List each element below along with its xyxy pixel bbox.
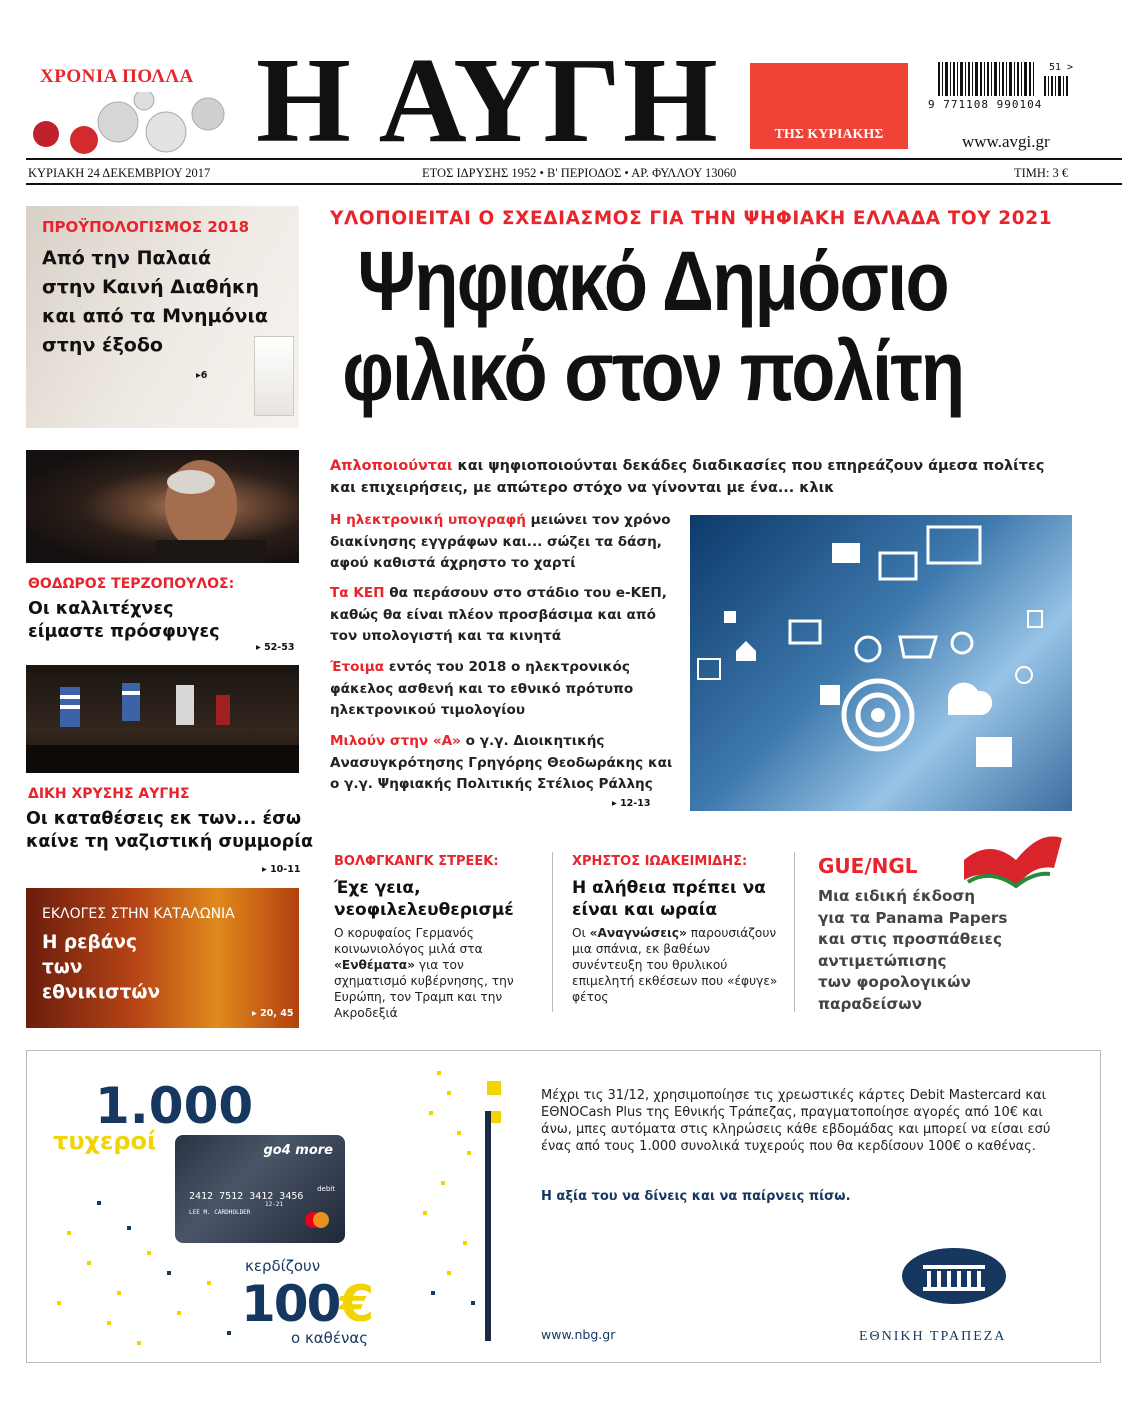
issue-info: ΕΤΟΣ ΙΔΡΥΣΗΣ 1952 • Β' ΠΕΡΙΟΔΟΣ • ΑΡ. ΦΥΛΛΟΥ 13060 xyxy=(422,166,737,180)
addon-barcode-icon xyxy=(1044,76,1068,96)
website-link[interactable]: www.avgi.gr xyxy=(962,132,1050,151)
ioakeimidis-body-text: Οι xyxy=(572,926,590,940)
gue-heading: GUE/NGL xyxy=(818,854,918,878)
streeck-kicker: ΒΟΛΦΓΚΑΝΓΚ ΣΤΡΕΕΚ: xyxy=(334,854,499,869)
lead-text: και ψηφιοποιούνται δεκάδες διαδικασίες που επηρεάζουν άμεσα πολίτες και επιχειρήσεις, με απώτερο στόχο να γίνονται με ένα... κλικ xyxy=(330,458,1045,496)
gue-flag-logo-icon xyxy=(960,830,1064,896)
flags-crowd-icon xyxy=(26,665,299,773)
golden-dawn-kicker: ΔΙΚΗ ΧΡΥΣΗΣ ΑΥΓΗΣ xyxy=(28,786,190,802)
lead-highlight: Απλοποιούνται xyxy=(330,458,453,474)
golden-dawn-title-line: Οι καταθέσεις εκ των... έσω xyxy=(26,809,302,829)
terzopoulos-title-line: Οι καλλιτέχνες xyxy=(28,599,174,619)
gue-title-line: για τα Panama Papers xyxy=(818,908,1008,927)
ad-win: κερδίζουν xyxy=(245,1257,321,1275)
card-type: debit xyxy=(317,1185,335,1193)
budget-title-line: και από τα Μνημόνια xyxy=(42,305,268,327)
edition-badge xyxy=(750,63,908,149)
terzopoulos-title[interactable] xyxy=(28,598,220,644)
ad-lucky: τυχεροί xyxy=(53,1127,157,1155)
golden-dawn-title[interactable] xyxy=(26,808,313,854)
terzopoulos-page-ref: ▸ 52-53 xyxy=(256,642,295,653)
bullet-item xyxy=(330,510,680,575)
bullet-item xyxy=(330,657,680,722)
catalonia-kicker: ΕΚΛΟΓΕΣ ΣΤΗΝ ΚΑΤΑΛΩΝΙΑ xyxy=(42,906,235,922)
catalonia-title xyxy=(42,930,160,1005)
main-page-ref: ▸ 12-13 xyxy=(612,798,651,809)
card-number: 2412 7512 3412 3456 xyxy=(189,1191,304,1202)
ioakeimidis-body-bold: «Αναγνώσεις» xyxy=(589,926,687,940)
gue-title-line: και στις προσπάθειες xyxy=(818,930,1003,948)
streeck-body xyxy=(334,925,538,1021)
card-expiry: 12-21 xyxy=(265,1201,284,1208)
bullet-text: εντός του 2018 ο ηλεκτρονικός φάκελος ασθενή και το εθνικό πρότυπο ηλεκτρονικού τιμολογίου xyxy=(330,659,634,718)
ad-divider-line xyxy=(485,1111,491,1341)
bullet-highlight: Τα ΚΕΠ xyxy=(330,585,385,601)
bullet-text: μειώνει τον χρόνο διακίνησης εγγράφων και... σώζει τα δάση, αφού καθιστά άχρηστο το χαρτί xyxy=(330,512,671,571)
edition-label: ΤΗΣ ΚΥΡΙΑΚΗΣ xyxy=(774,127,884,142)
mastercard-logo-icon xyxy=(303,1211,331,1229)
digital-services-image xyxy=(690,515,1072,811)
main-lead xyxy=(330,455,1066,499)
streeck-body-text: Ο κορυφαίος Γερμανός κοινωνιολόγος μιλά στα xyxy=(334,926,483,956)
ioakeimidis-title: Η αλήθεια πρέπει να είναι και ωραία xyxy=(572,878,766,920)
headline-line-2: φιλικό στον πολίτη xyxy=(342,324,964,418)
bullet-text: ο γ.γ. Διοικητικής Ανασυγκρότησης Γρηγόρης Θεοδωράκης και ο γ.γ. Ψηφιακής Πολιτικής Στέλιος Ράλλης xyxy=(330,733,673,792)
gue-title-line: των φορολογικών xyxy=(818,973,971,991)
barcode-number: 9 771108 990104 xyxy=(928,98,1043,111)
gue-title xyxy=(818,886,1007,1015)
card-holder: LEE M. CARDHOLDER xyxy=(189,1209,251,1216)
bullet-highlight: Μιλούν στην «Α» xyxy=(330,733,461,749)
budget-kicker: ΠΡΟΫΠΟΛΟΓΙΣΜΟΣ 2018 xyxy=(42,218,250,236)
debit-card-image xyxy=(175,1135,345,1243)
bank-name: ΕΘΝΙΚΗ ΤΡΑΠΕΖΑ xyxy=(859,1329,1007,1344)
budget-page-ref: ▸6 xyxy=(196,370,208,381)
ad-amount-number: 100 xyxy=(241,1275,340,1333)
price: ΤΙΜΗ: 3 € xyxy=(1014,166,1069,180)
nbg-advertisement[interactable] xyxy=(26,1050,1101,1363)
ioakeimidis-kicker: ΧΡΗΣΤΟΣ ΙΩΑΚΕΙΜΙΔΗΣ: xyxy=(572,854,748,869)
budget-title-line: Από την Παλαιά xyxy=(42,247,212,269)
main-superhead: ΥΛΟΠΟΙΕΙΤΑΙ Ο ΣΧΕΔΙΑΣΜΟΣ ΓΙΑ ΤΗΝ ΨΗΦΙΑΚΗ ΕΛΛΑΔΑ ΤΟΥ 2021 xyxy=(330,208,1053,229)
golden-dawn-title-line: καίνε τη ναζιστική συμμορία xyxy=(26,832,314,852)
masthead-rule-bottom xyxy=(26,183,1122,185)
portrait-figure-icon xyxy=(26,450,299,563)
gue-title-line: παραδείσων xyxy=(818,994,922,1013)
streeck-body-text: για τον σχηματισμό κυβέρνησης, την Ευρώπη, τον Τραμπ και την Ακροδεξιά xyxy=(334,958,514,1020)
gue-title-line: Μια ειδική έκδοση xyxy=(818,887,976,905)
budget-title xyxy=(42,244,268,360)
bullet-item xyxy=(330,583,680,648)
ad-amount xyxy=(241,1275,372,1333)
issue-date: ΚΥΡΙΑΚΗ 24 ΔΕΚΕΜΒΡΙΟΥ 2017 xyxy=(28,166,211,180)
catalonia-teaser[interactable] xyxy=(26,888,299,1028)
main-headline[interactable] xyxy=(326,236,980,416)
ioakeimidis-body xyxy=(572,925,778,1005)
masthead-rule-top xyxy=(26,158,1122,160)
digital-icons-illustration xyxy=(690,515,1072,811)
bullet-highlight: Η ηλεκτρονική υπογραφή xyxy=(330,512,526,528)
newspaper-logo[interactable]: Η ΑΥΓΗ xyxy=(256,33,720,168)
catalonia-page-ref: ▸ 20, 45 xyxy=(252,1008,294,1019)
budget-title-line: στην Καινή Διαθήκη xyxy=(42,276,260,298)
bank-building-logo-icon xyxy=(901,1247,1007,1305)
terzopoulos-title-line: είμαστε πρόσφυγες xyxy=(28,622,220,642)
ioakeimidis-article[interactable] xyxy=(572,854,778,1005)
budget-title-line: στην έξοδο xyxy=(42,334,163,356)
gue-title-line: αντιμετώπισης xyxy=(818,951,947,970)
season-greeting: ΧΡΟΝΙΑ ΠΟΛΛΑ xyxy=(40,66,194,87)
catalonia-title-line: των xyxy=(42,957,83,978)
streeck-article[interactable] xyxy=(334,854,538,1021)
ad-website-link[interactable]: www.nbg.gr xyxy=(541,1327,616,1342)
column-divider xyxy=(794,852,795,1012)
bullet-text: θα περάσουν στο στάδιο του e-ΚΕΠ, καθώς θα είναι πλέον προσβάσιμα και από τον υπολογιστή και τα κινητά xyxy=(330,585,667,644)
ioakeimidis-body-text: παρουσιάζουν μια σπάνια, εκ βαθέων συνέντευξη του θρυλικού επιμελητή εκθέσεων που «έφυγε» φέτος xyxy=(572,926,778,1004)
streeck-title: Έχε γεια, νεοφιλελευθερισμέ xyxy=(334,878,514,920)
ad-euro: € xyxy=(339,1275,373,1333)
column-divider xyxy=(552,852,553,1012)
golden-dawn-photo[interactable] xyxy=(26,665,299,773)
ad-count: 1.000 xyxy=(95,1077,254,1135)
budget-teaser[interactable] xyxy=(26,206,299,428)
headline-line-1: Ψηφιακό Δημόσιο xyxy=(357,234,948,328)
golden-dawn-page-ref: ▸ 10-11 xyxy=(262,864,301,875)
catalonia-title-line: εθνικιστών xyxy=(42,982,161,1003)
terzopoulos-kicker: ΘΟΔΩΡΟΣ ΤΕΡΖΟΠΟΥΛΟΣ: xyxy=(28,576,235,592)
bullet-highlight: Έτοιμα xyxy=(330,659,385,675)
streeck-body-bold: «Ενθέματα» xyxy=(334,958,416,972)
christmas-ornaments-icon xyxy=(26,92,226,156)
catalonia-title-line: Η ρεβάνς xyxy=(42,932,137,953)
terzopoulos-photo[interactable] xyxy=(26,450,299,563)
bullet-item xyxy=(330,731,674,796)
issue-code: 51 > xyxy=(1049,62,1074,73)
ad-each: ο καθένας xyxy=(291,1329,369,1347)
card-brand: go4 more xyxy=(263,1143,333,1158)
ad-slogan: Η αξία του να δίνεις και να παίρνεις πίσω. xyxy=(541,1189,851,1204)
ad-text: Μέχρι τις 31/12, χρησιμοποίησε τις χρεωστικές κάρτες Debit Mastercard και ΕΘΝΟCash Plus της Εθνικής Τράπεζας, πραγματοποίησε αγορές από 10€ και άνω, μπες αυτόματα στις κληρώσεις κάθε εβδομάδας και μπορεί να είσαι εσύ ένας από τους 1.000 συνολικά τυχερούς που θα κερδίσουν 100€ ο καθένας. xyxy=(541,1088,1051,1154)
